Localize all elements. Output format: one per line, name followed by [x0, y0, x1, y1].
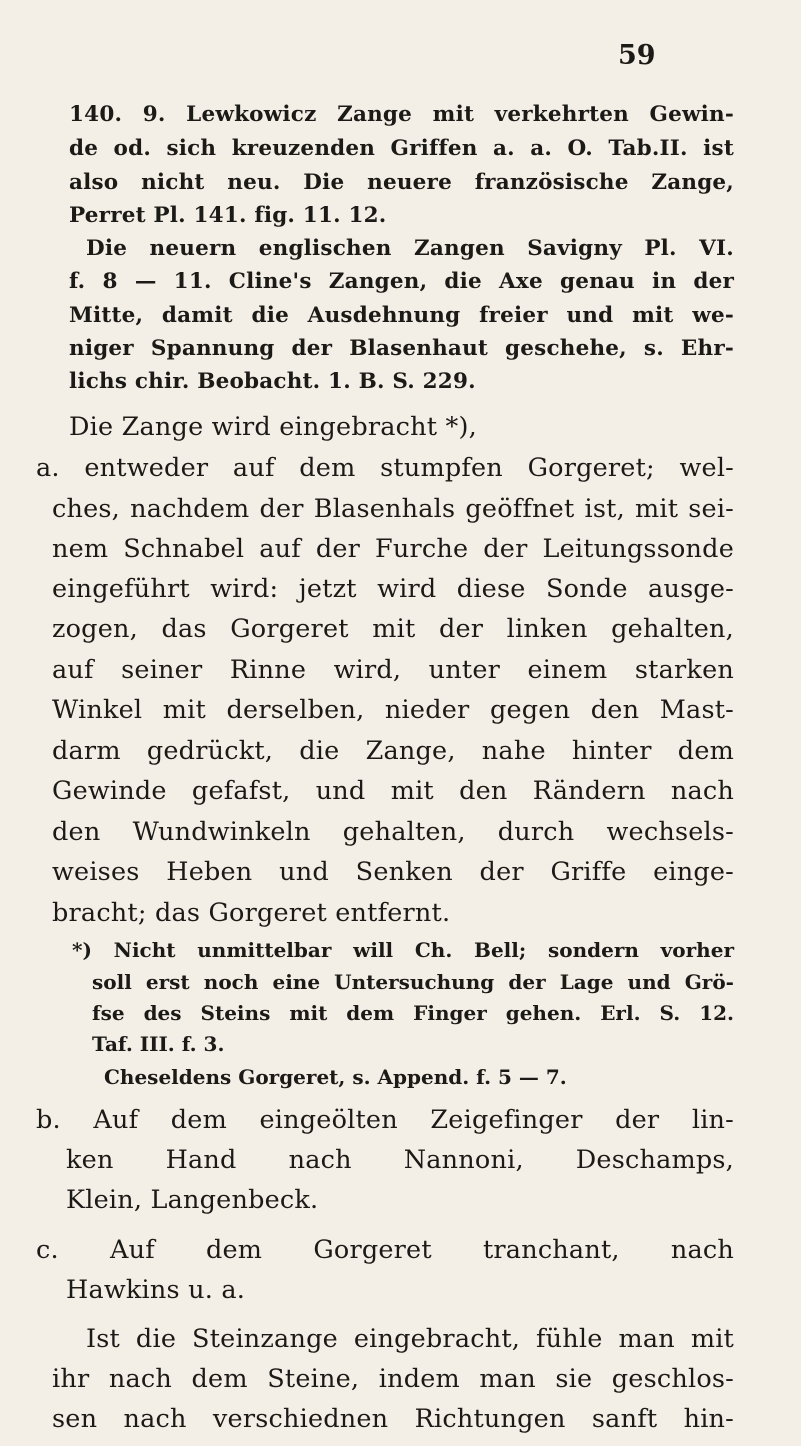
text-line: Ist die Steinzange eingebracht, fühle man mit	[86, 1324, 734, 1355]
text-line: weises Heben und Senken der Griffe einge-	[52, 856, 734, 887]
footnote-line: fse des Steins mit dem Finger gehen. Erl. S. 12.	[92, 1001, 734, 1025]
text-line: Mitte, damit die Ausdehnung freier und mit we-	[69, 302, 734, 328]
text-line: nem Schnabel auf der Furche der Leitungssonde	[52, 533, 734, 564]
text-line: also nicht neu. Die neuere französische Zange,	[69, 169, 734, 195]
text-line: c. Auf dem Gorgeret tranchant, nach	[36, 1234, 734, 1265]
text-line: Winkel mit derselben, nieder gegen den Mast-	[52, 695, 734, 725]
text-line: den Wundwinkeln gehalten, durch wechsels-	[52, 816, 734, 847]
text-line: ken Hand nach Nannoni, Deschamps,	[66, 1144, 734, 1175]
text-line: 140. 9. Lewkowicz Zange mit verkehrten Gewin-	[69, 102, 734, 127]
text-line: de od. sich kreuzenden Griffen a. a. O. Tab.II. ist	[69, 136, 734, 162]
text-line: niger Spannung der Blasenhaut geschehe, s. Ehr-	[69, 335, 734, 361]
footnote-line: Taf. III. f. 3.	[92, 1032, 225, 1057]
text-line: Die Zange wird eingebracht *),	[69, 411, 477, 442]
text-line: Gewinde gefafst, und mit den Rändern nach	[52, 775, 734, 806]
text-line: b. Auf dem eingeölten Zeigefinger der lin-	[36, 1104, 734, 1135]
text-line: darm gedrückt, die Zange, nahe hinter dem	[52, 735, 734, 766]
text-line: Klein, Langenbeck.	[66, 1184, 319, 1215]
footnote-line: Cheseldens Gorgeret, s. Append. f. 5 — 7.	[104, 1064, 567, 1089]
text-line: lichs chir. Beobacht. 1. B. S. 229.	[69, 369, 476, 395]
text-line: ches, nachdem der Blasenhals geöffnet ist, mit sei-	[52, 493, 734, 524]
page-number: 59	[618, 40, 656, 71]
text-line: bracht; das Gorgeret entfernt.	[52, 897, 451, 928]
text-line: f. 8 — 11. Cline's Zangen, die Axe genau in der	[69, 269, 734, 295]
text-line: eingeführt wird: jetzt wird diese Sonde ausge-	[52, 574, 734, 605]
text-line: auf seiner Rinne wird, unter einem starken	[52, 655, 734, 686]
text-line: zogen, das Gorgeret mit der linken gehalten,	[52, 614, 734, 645]
text-line: Perret Pl. 141. fig. 11. 12.	[69, 202, 387, 228]
footnote-line: soll erst noch eine Untersuchung der Lage und Grö-	[92, 969, 734, 994]
text-line: Hawkins u. a.	[66, 1274, 246, 1305]
text-line: Die neuern englischen Zangen Savigny Pl. VI.	[86, 236, 734, 261]
text-line: ihr nach dem Steine, indem man sie geschlos-	[52, 1364, 734, 1395]
text-line: a. entweder auf dem stumpfen Gorgeret; wel-	[36, 452, 734, 483]
text-line: sen nach verschiednen Richtungen sanft hin-	[52, 1404, 734, 1434]
footnote-line: *) Nicht unmittelbar will Ch. Bell; sondern vorher	[72, 938, 734, 963]
